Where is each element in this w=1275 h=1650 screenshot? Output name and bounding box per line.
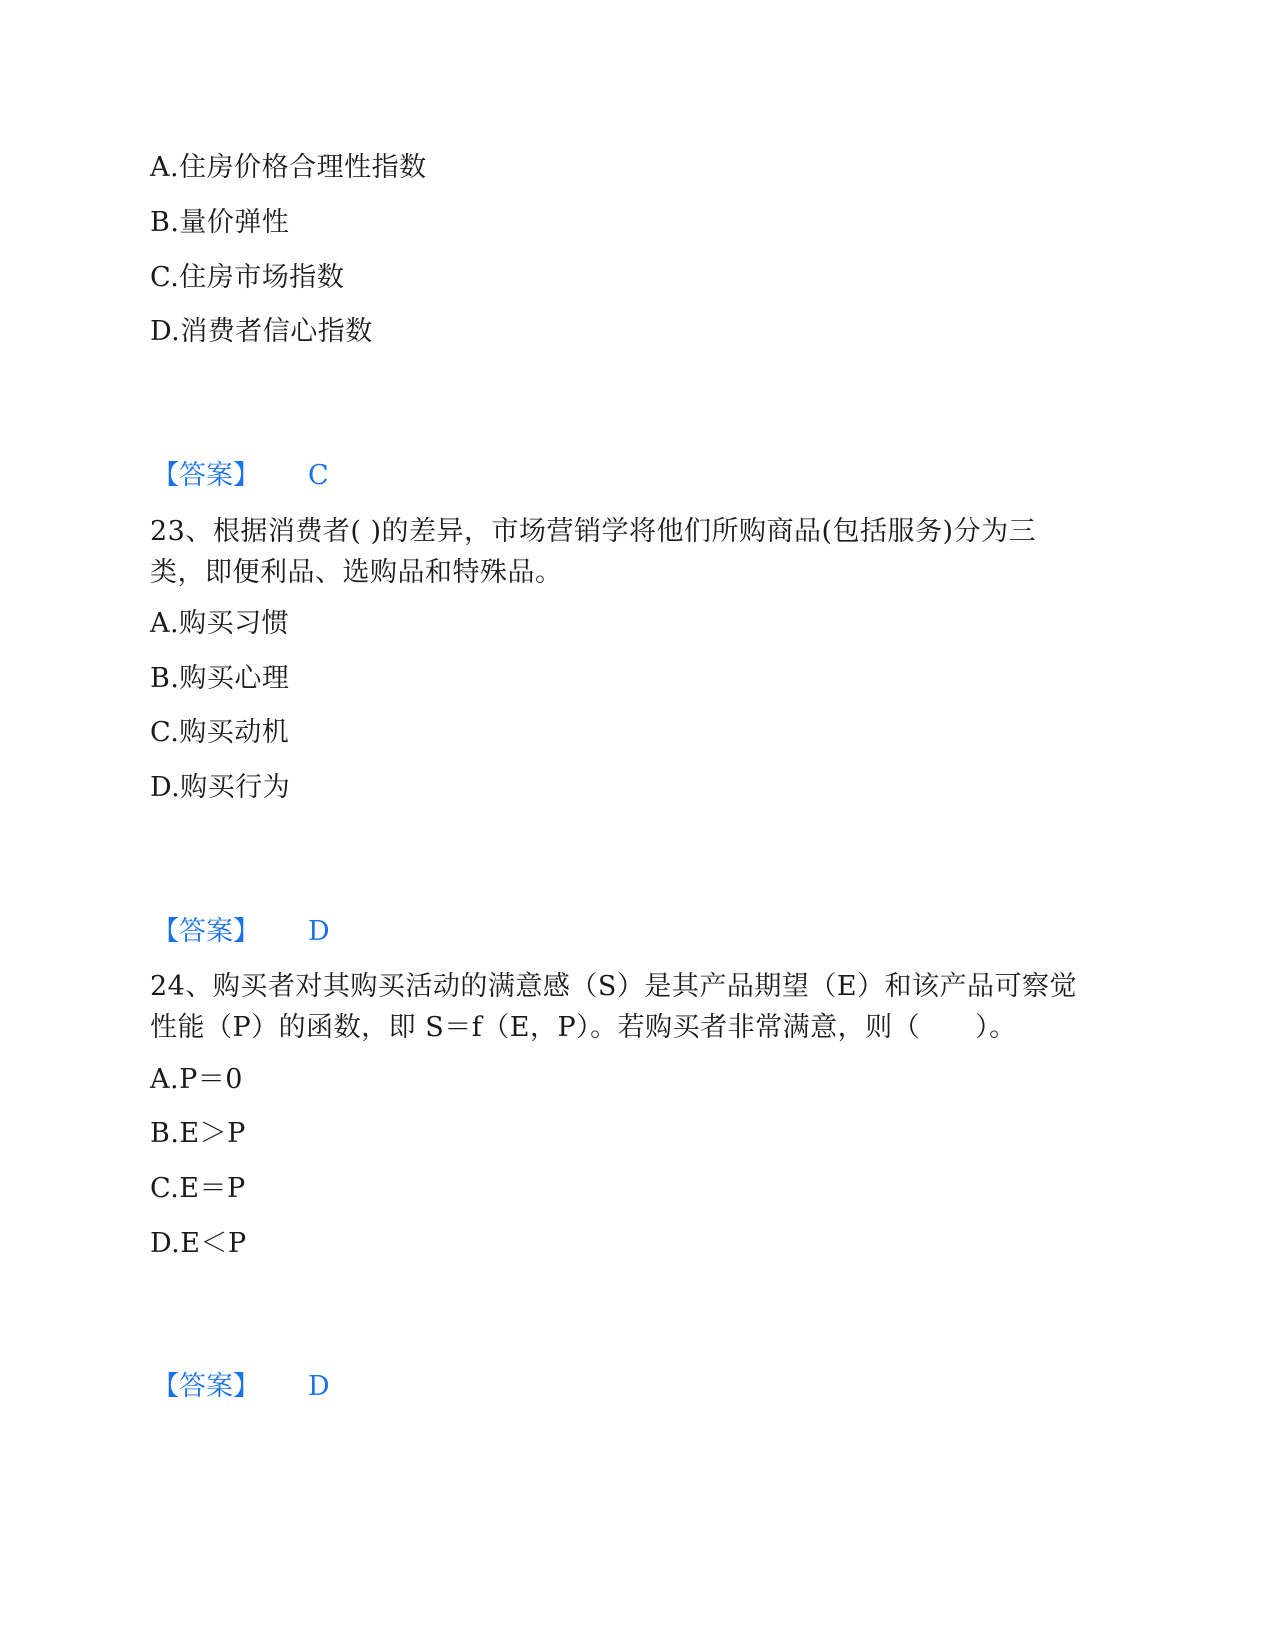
q23-stem: [150, 511, 1125, 593]
q24-answer-value: D: [308, 1371, 330, 1402]
q23-answer-value: D: [308, 916, 330, 947]
q24-option-c: C.E＝P: [150, 1173, 246, 1204]
q23-option-c: C.购买动机: [150, 717, 290, 748]
q24-answer: [152, 1371, 330, 1403]
q22-option-d: D.消费者信心指数: [150, 316, 373, 347]
q23-answer-label: 【答案】: [152, 916, 260, 947]
q24-option-b: B.E＞P: [150, 1118, 246, 1149]
q24-stem-line1: 24、购买者对其购买活动的满意感（S）是其产品期望（E）和该产品可察觉: [150, 971, 1078, 1002]
q22-option-c: C.住房市场指数: [150, 262, 345, 293]
q22-option-b: B.量价弹性: [150, 207, 290, 238]
q23-option-a: A.购买习惯: [150, 608, 290, 639]
q23-option-d: D.购买行为: [150, 772, 291, 803]
q23-stem-line1: 23、根据消费者( )的差异，市场营销学将他们所购商品(包括服务)分为三: [150, 516, 1037, 547]
q24-stem-line2: 性能（P）的函数，即 S＝f（E，P）。若购买者非常满意，则（ ）。: [150, 1012, 1017, 1043]
q23-stem-line2: 类，即便利品、选购品和特殊品。: [150, 557, 563, 588]
q24-option-a: A.P＝0: [150, 1064, 243, 1095]
q22-answer: [152, 460, 329, 492]
q24-stem: [150, 966, 1125, 1048]
q22-option-a: A.住房价格合理性指数: [150, 152, 427, 183]
q22-answer-label: 【答案】: [152, 460, 260, 491]
q24-answer-label: 【答案】: [152, 1371, 260, 1402]
q23-option-b: B.购买心理: [150, 663, 290, 694]
q24-option-d: D.E＜P: [150, 1228, 247, 1259]
q22-answer-value: C: [308, 460, 329, 491]
q23-answer: [152, 916, 330, 948]
